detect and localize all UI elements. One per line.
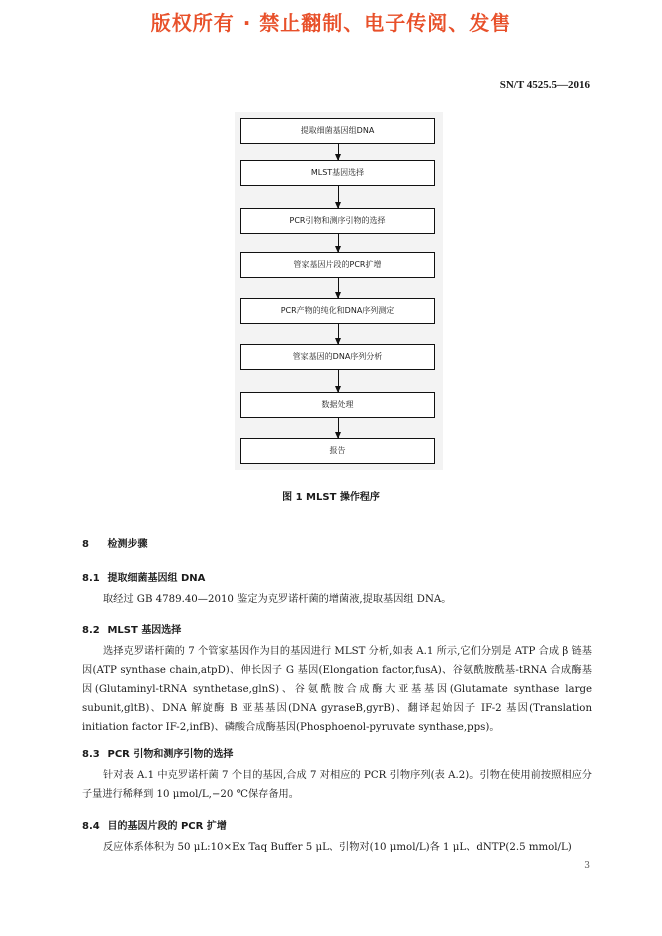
flow-step-primer-selection: PCR引物和测序引物的选择	[240, 208, 435, 234]
figure-caption: 图 1 MLST 操作程序	[282, 492, 380, 503]
section-heading	[82, 745, 233, 760]
section-number: 8.4	[82, 821, 100, 832]
flow-step-data-processing: 数据处理	[240, 392, 435, 418]
section-body: 取经过 GB 4789.40—2010 鉴定为克罗诺杆菌的增菌液,提取基因组 DNA。	[103, 594, 452, 605]
section-title: 目的基因片段的 PCR 扩增	[107, 821, 227, 832]
section-number: 8.2	[82, 625, 100, 636]
flow-step-gene-selection: MLST基因选择	[240, 160, 435, 186]
section-heading	[82, 817, 227, 832]
section-number: 8.1	[82, 573, 100, 584]
section-body: 反应体系体积为 50 μL:10×Ex Taq Buffer 5 μL、引物对(10 μmol/L)各 1 μL、dNTP(2.5 mmol/L)	[103, 842, 572, 853]
flow-arrow	[338, 370, 339, 392]
watermark-banner: 版权所有 · 禁止翻制、电子传阅、发售	[150, 11, 512, 35]
flow-arrow	[338, 144, 339, 160]
page-number: 3	[584, 861, 590, 871]
flow-arrow	[338, 278, 339, 298]
flow-arrow	[338, 186, 339, 208]
section-body: 选择克罗诺杆菌的 7 个管家基因作为目的基因进行 MLST 分析,如表 A.1 所示,它们分别是 ATP 合成 β 链基因(ATP synthase chain,atpD)、伸长因子 G 基因(Elongation factor,fusA)、谷氨酰胺酰基-tRNA 合成酶基因(Glutaminyl-tRNA synthetase,glnS)、谷氨酰胺合成酶大亚基基因(Glutamate synthase large subunit,gltB)、DNA 解旋酶 B 亚基基因(DNA gyraseB,gyrB)、翻译起始因子 IF-2 基因(Translation initiation factor IF-2,infB)、磷酸合成酶基因(Phosphoenol-pyruvate synthase,pps)。	[82, 646, 592, 733]
section-title: MLST 基因选择	[107, 625, 182, 636]
section-title: 检测步骤	[107, 539, 148, 550]
flow-step-report: 报告	[240, 438, 435, 464]
section-body: 针对表 A.1 中克罗诺杆菌 7 个目的基因,合成 7 对相应的 PCR 引物序列(表 A.2)。引物在使用前按照相应分子量进行稀释到 10 μmol/L,−20 ℃保存备用。	[82, 770, 592, 800]
section-heading	[82, 569, 205, 584]
section-number: 8	[82, 539, 89, 550]
flow-step-pcr-amplification: 管家基因片段的PCR扩增	[240, 252, 435, 278]
section-heading	[82, 535, 147, 550]
flow-arrow	[338, 234, 339, 252]
section-heading	[82, 621, 181, 636]
flow-arrow	[338, 418, 339, 438]
mlst-flowchart	[235, 112, 443, 470]
flow-arrow	[338, 324, 339, 344]
flow-step-sequence-analysis: 管家基因的DNA序列分析	[240, 344, 435, 370]
section-title: PCR 引物和测序引物的选择	[107, 749, 234, 760]
flow-step-purification-sequencing: PCR产物的纯化和DNA序列测定	[240, 298, 435, 324]
section-number: 8.3	[82, 749, 100, 760]
flow-step-extract-dna: 提取细菌基因组DNA	[240, 118, 435, 144]
section-title: 提取细菌基因组 DNA	[107, 573, 206, 584]
document-number: SN/T 4525.5—2016	[499, 79, 590, 91]
